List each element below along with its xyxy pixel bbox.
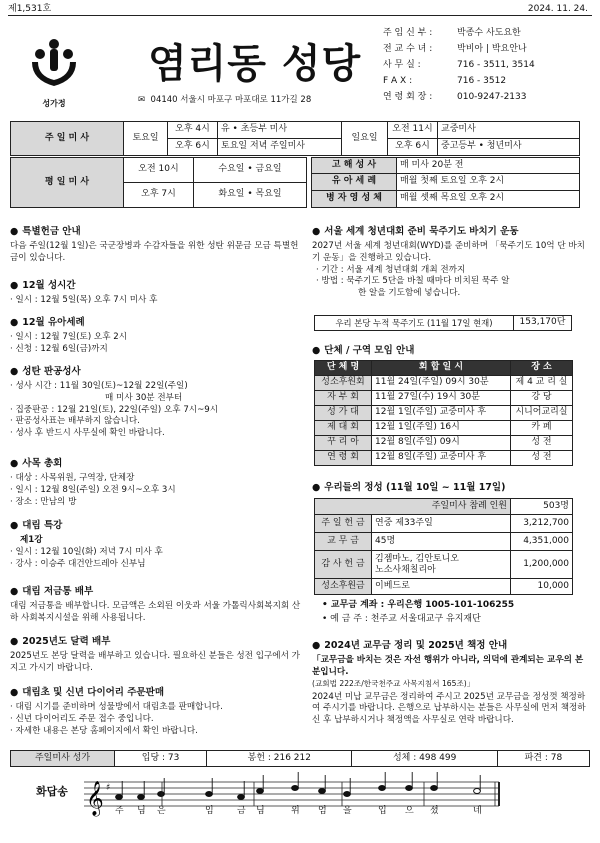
contact-row: 주 임 신 부 : 박종수 사도요한 bbox=[383, 28, 521, 38]
table-row: 교 무 금 45명 4,351,000 bbox=[315, 533, 573, 551]
lyric-syllable: 주 bbox=[115, 806, 124, 816]
note-head bbox=[406, 786, 413, 791]
group-meeting-section: ● 단체 / 구역 모임 안내 bbox=[312, 345, 590, 360]
note-head bbox=[344, 792, 351, 797]
rosary-count-box: 우리 본당 누적 묵주기도 (11월 17일 현재) 153,170단 bbox=[314, 315, 572, 331]
table-row: 연 령 회 12월 8일(주일) 교중미사 후 성 전 bbox=[315, 451, 573, 466]
note-head bbox=[292, 786, 299, 791]
advent-piggybank-notice: ● 대림 저금통 배부 대림 저금통을 배부합니다. 모금액은 소외된 이웃과 서울 가톨릭사회복지회 산하 사회복지시설을 위해 사용됩니다. bbox=[10, 586, 302, 625]
parish-logo bbox=[26, 36, 82, 108]
hymn-label: 주일미사 성가 bbox=[11, 751, 115, 767]
contact-row: F A X : 716 - 3512 bbox=[383, 76, 507, 86]
advent-candle-diary-notice: ● 대림초 및 신년 다이어리 주문판매 · 대림 시기를 준비하며 성물방에서 대림초를 판매합니다. · 신년 다이어리도 주문 접수 중입니다. · 자세한 내용은 본당 홈페이지에서 확인 바랍니다. bbox=[10, 687, 302, 737]
dues-account: • 교무금 계좌 : 우리은행 1005-101-106255 bbox=[322, 600, 515, 610]
mail-icon: ✉ bbox=[138, 95, 146, 105]
table-row: 감 사 헌 금 김젬마노, 김안토니오 노소사채칠리아 1,200,000 bbox=[315, 551, 573, 579]
note-head bbox=[319, 789, 326, 794]
wyd-rosary-notice: ● 서울 세계 청년대회 준비 묵주기도 바치기 운동 2027년 서울 세계 청년대회(WYD)를 준비하며 「묵주기도 10억 단 바치기 운동」을 진행하고 있습니다. · 기간 : 서울 세계 청년대회 개최 전까지 · 방법 : 묵주기도 5단을 바칠 때마다 비치된 묵주 알 한 알을 기도함에 넣습니다. bbox=[312, 226, 590, 299]
account-holder: • 예 금 주 : 천주교 서울대교구 유지재단 bbox=[322, 614, 481, 624]
sunday-mass-label: 주 일 미 사 bbox=[11, 122, 124, 156]
pastoral-assembly-notice: ● 사목 총회 · 대상 : 사목위원, 구역장, 단체장 · 일시 : 12월 8일(주일) 오전 9시~오후 3시 · 장소 : 만남의 방 bbox=[10, 458, 302, 508]
lyric-syllable: 님 bbox=[256, 806, 265, 816]
note-head bbox=[158, 792, 165, 797]
sharp-icon: ♯ bbox=[106, 783, 111, 793]
lyric-syllable: 셨 bbox=[430, 806, 439, 816]
response-psalm-label: 화답송 bbox=[36, 785, 68, 798]
lyric-syllable: 을 bbox=[343, 806, 352, 816]
group-meeting-table: 단 체 명 회 합 일 시 장 소 성소후원회 11월 24일(주일) 09시 30분 제 4 교 리 실 자 부 회 11월 27일(수) 19시 30분 강 당 성 가 대 12월 1일(주일) 교중미사 후 시니어교리실 제 대 회 12월 1일(주일) 16시 카 페 꾸 리 아 12월 8일(주일) 09시 성 전 연 령 회 12월 8일(주일) 교중미사 후 성 전 bbox=[314, 360, 573, 466]
table-row: 성소후원금 이베드로 10,000 bbox=[315, 579, 573, 595]
treble-clef-icon: 𝄞 bbox=[86, 781, 104, 816]
note-head bbox=[257, 789, 264, 794]
lyric-syllable: 네 bbox=[473, 806, 482, 816]
infant-baptism-notice: ● 12월 유아세례 · 일시 : 12월 7일(토) 오후 2시 · 신청 : 12월 6일(금)까지 bbox=[10, 317, 302, 356]
table-row: 자 부 회 11월 27일(수) 19시 30분 강 당 bbox=[315, 391, 573, 406]
lyric-syllable: 님 bbox=[137, 806, 146, 816]
calendar-notice: ● 2025년도 달력 배부 2025년도 본당 달력을 배부하고 있습니다. 필요하신 분들은 성전 입구에서 가지고 가시기 바랍니다. bbox=[10, 636, 302, 675]
note-head bbox=[238, 795, 245, 800]
note-head bbox=[431, 786, 438, 791]
dues-settlement-notice: ● 2024년 교무금 정리 및 2025년 책정 안내 「교무금을 바치는 것은 자선 행위가 아니라, 의덕에 관계되는 교우의 본분입니다. (교회법 222조/한국천주교 사목지침서 165조)」 2024년 미납 교무금은 정리하여 주시고 2025년 교무금을 정성껏 책정하여 주시기를 바랍니다. 은행으로 납부하시는 분들은 사무실에 먼저 책정하신 후 납부하시거나 책정액을 사무실로 연락 바랍니다. bbox=[312, 640, 590, 727]
parish-title: 염리동 성당 bbox=[148, 41, 362, 87]
special-offering-notice: ● 특별헌금 안내 다음 주일(12월 1일)은 국군장병과 수감자들을 위한 성탄 위문금 모금 특별헌금이 있습니다. bbox=[10, 226, 302, 265]
lyric-syllable: 임 bbox=[205, 806, 214, 816]
contact-list bbox=[383, 28, 593, 108]
weekday-mass-label: 평 일 미 사 bbox=[11, 158, 124, 208]
table-row: 꾸 리 아 12월 8일(주일) 09시 성 전 bbox=[315, 436, 573, 451]
holy-family-logo-icon bbox=[26, 36, 82, 92]
table-row: 성 가 대 12월 1일(주일) 교중미사 후 시니어교리실 bbox=[315, 406, 573, 421]
issue-date: 2024. 11. 24. bbox=[527, 4, 588, 14]
lyric-syllable: 은 bbox=[157, 806, 166, 816]
note-head bbox=[116, 795, 123, 800]
lyric-syllable: 으 bbox=[405, 806, 414, 816]
logo-caption: 성가정 bbox=[42, 98, 66, 108]
lyric-syllable: 입 bbox=[378, 806, 387, 816]
note-head bbox=[206, 792, 213, 797]
lyric-syllable: 엄 bbox=[318, 806, 327, 816]
communion-hymn: 성체 : 498 499 bbox=[352, 751, 497, 767]
table-row: 주 일 헌 금 연중 제33주일 3,212,700 bbox=[315, 515, 573, 533]
sacrament-table: 고 해 성 사 매 미사 20분 전 유 아 세 례 매월 첫째 토요일 오후 2시 병 자 영 성 체 매월 셋째 목요일 오후 2시 bbox=[311, 157, 580, 208]
issue-number: 제1,531호 bbox=[8, 4, 52, 14]
lyric-syllable: 위 bbox=[291, 806, 300, 816]
dismissal-hymn: 파견 : 78 bbox=[497, 751, 589, 767]
note-head bbox=[138, 795, 145, 800]
contact-row: 연 령 회 장 : 010-9247-2133 bbox=[383, 92, 527, 102]
address-text: 04140 서울시 마포구 마포대로 11가길 28 bbox=[150, 95, 312, 105]
christmas-confession-notice: ● 성탄 판공성사 · 성사 시간 : 11월 30일(토)~12월 22일(주일) 매 미사 30분 전부터 · 집중판공 : 12월 21일(토), 22일(주일) 오후 7시~9시 · 판공성사표는 배부하지 않습니다. · 성사 후 반드시 사무실에 확인 바랍니다. bbox=[10, 366, 302, 439]
note-head bbox=[474, 789, 481, 794]
hymn-table bbox=[10, 750, 590, 767]
table-row: 성소후원회 11월 24일(주일) 09시 30분 제 4 교 리 실 bbox=[315, 376, 573, 391]
parish-address bbox=[138, 95, 311, 106]
header-rule bbox=[8, 15, 592, 16]
offerings-section: ● 우리들의 정성 (11월 10일 ~ 11월 17일) bbox=[312, 482, 590, 497]
advent-lecture-notice: ● 대림 특강 제1강 · 일시 : 12월 10일(화) 저녁 7시 미사 후 · 강사 : 이승주 대건안드레아 신부님 bbox=[10, 520, 302, 570]
lyrics-row bbox=[115, 806, 495, 820]
lyric-syllable: 금 bbox=[237, 806, 246, 816]
sunday-mass-table: 주 일 미 사 토요일 오후 4시 유 • 초등부 미사 일요일 오전 11시 교중미사 오후 6시 토요일 저녁 주일미사 오후 6시 중고등부 • 청년미사 bbox=[10, 121, 580, 156]
contact-row: 사 무 실 : 716 - 3511, 3514 bbox=[383, 60, 535, 70]
entrance-hymn: 입당 : 73 bbox=[115, 751, 207, 767]
weekday-mass-table: 평 일 미 사 오전 10시 수요일 • 금요일 오후 7시 화요일 • 목요일 bbox=[10, 157, 307, 208]
offertory-hymn: 봉헌 : 216 212 bbox=[207, 751, 352, 767]
offerings-table: 주일미사 참례 인원 503명 주 일 헌 금 연중 제33주일 3,212,700 교 무 금 45명 4,351,000 감 사 헌 금 김젬마노, 김안토니오 노소사채칠리아 1,200,000 성소후원금 이베드로 10,000 bbox=[314, 498, 573, 595]
table-row: 제 대 회 12월 1일(주일) 16시 카 페 bbox=[315, 421, 573, 436]
note-head bbox=[379, 786, 386, 791]
holy-hour-notice: ● 12월 성시간 · 일시 : 12월 5일(목) 오후 7시 미사 후 bbox=[10, 280, 302, 307]
contact-row: 전 교 수 녀 : 박비아 | 박요안나 bbox=[383, 44, 527, 54]
